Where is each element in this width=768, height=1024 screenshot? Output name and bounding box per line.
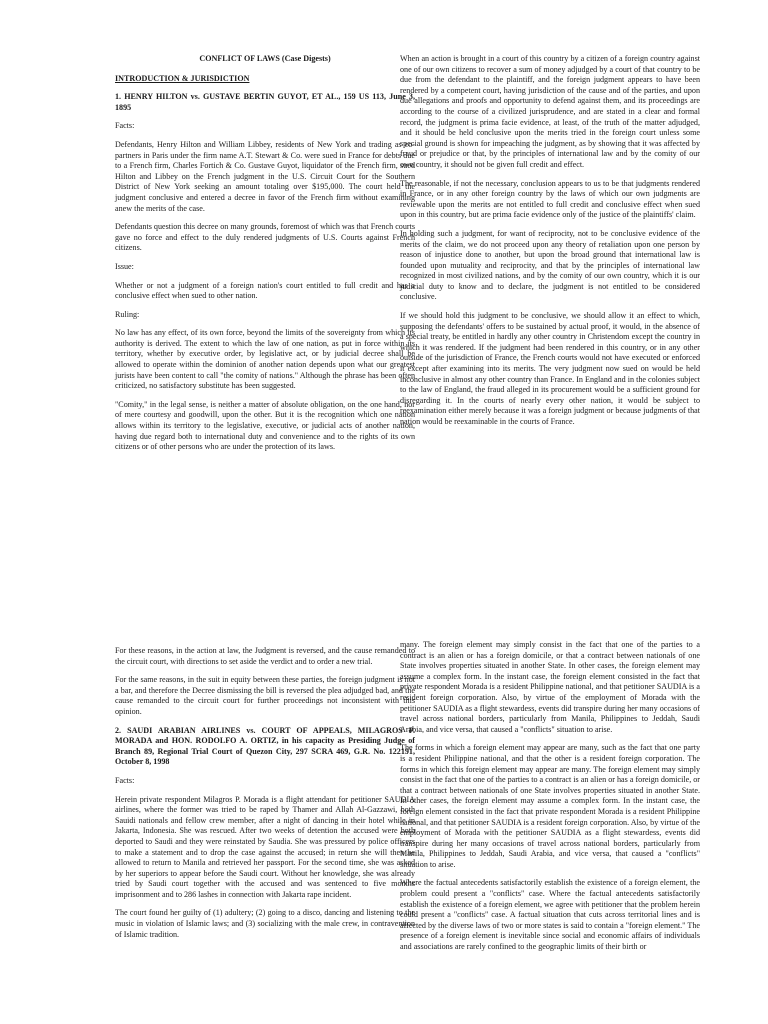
page-2 [0, 632, 768, 1024]
body-paragraph: The forms in which a foreign element may appear are many, such as the fact that one party is a resident Philippine national, and that the other is a resident foreign corporation. The forms in which this foreign element may appear are many. The foreign element may simply consist in the fact that one of the parties to a contract is an alien or has a foreign domicile, or that a contract between nationals of one State involves properties situated in another State. In other cases, the foreign element may assume a complex form. In the instant case, the foreign element consisted in the fact that private respondent Morada is a resident Philippine national, and that petitioner SAUDIA is a resident foreign corporation. Also, by virtue of the employment of Morada with the petitioner SAUDIA as a flight stewardess, events did transpire during her many occasions of travel across national borders, particularly from Manila, Philippines to Jeddah, Saudi Arabia, and vice versa, that caused a "conflicts" situation to arise. [400, 743, 700, 869]
body-paragraph: For these reasons, in the action at law, the Judgment is reversed, and the cause remanded to the circuit court, with directions to set aside the verdict and to order a new trial. [115, 646, 415, 666]
page-1-right-column [400, 54, 700, 436]
page-2-left-column [115, 646, 415, 948]
facts-paragraph: Defendants question this decree on many grounds, foremost of which was that French courts gave no force and effect to the duly rendered judgments of U.S. Courts against French citizens. [115, 222, 415, 253]
page-1-left-column [115, 54, 415, 461]
body-paragraph: When an action is brought in a court of this country by a citizen of a foreign country against one of our own citizens to recover a sum of money adjudged by a court of that country to be due from the defendant to the plaintiff, and the foreign judgment appears to have been rendered by a competent court, having jurisdiction of the cause and of the parties, and upon due allegations and proofs and opportunity to defend against them, and its proceedings are according to the course of a civilized jurisprudence, and are stated in a clear and formal record, the judgment is prima facie evidence, at least, of the truth of the matter adjudged, and it should be held conclusive upon the merits tried in the foreign court unless some special ground is shown for impeaching the judgment, as by showing that it was affected by fraud or prejudice or that, by the principles of international law and by the comity of our own country, it should not be given full credit and effect. [400, 54, 700, 169]
facts-paragraph: The court found her guilty of (1) adultery; (2) going to a disco, dancing and listening to the music in violation of Islamic laws; and (3) socializing with the male crew, in contravention of Islamic tradition. [115, 908, 415, 939]
facts-label: Facts: [115, 775, 135, 785]
body-paragraph: For the same reasons, in the suit in equity between these parties, the foreign judgment is not a bar, and therefore the Decree dismissing the bill is reversed the plea adjudged bad, and the cause remanded to the circuit court for further proceedings not inconsistent with this opinion. [115, 675, 415, 716]
ruling-paragraph: No law has any effect, of its own force, beyond the limits of the sovereignty from which its authority is derived. The extent to which the law of one nation, as put in force within its territory, whether by executive order, by legislative act, or by judicial decree shall be allowed to operate within the dominion of another nation depends upon what our greatest jurists have been content to call "the comity of nations." Although the phrase has been often criticized, no satisfactory substitute has been suggested. [115, 328, 415, 391]
issue-label: Issue: [115, 261, 134, 271]
body-paragraph: Where the factual antecedents satisfactorily establish the existence of a foreign element, the problem could present a "conflicts" case. Where the factual antecedents satisfactorily establish the existence of a foreign element, we agree with petitioner that the problem herein could present a "conflicts" case. A factual situation that cuts across territorial lines and is affected by the diverse laws of two or more states is said to contain a "foreign element." The presence of a foreign element is inevitable since social and economic affairs of individuals and associations are rarely confined to the geographic limits of their birth or [400, 878, 700, 952]
facts-paragraph: Herein private respondent Milagros P. Morada is a flight attendant for petitioner SAUDIA airlines, where the former was tried to be raped by Thamer and Allah Al-Gazzawi, both Sauidi nationals and fellow crew member, after a night of dancing in their hotel while in Jakarta, Indonesia. She was rescued. After two weeks of detention the accused were both deported to Saudi and they were reinstated by Saudia. She was pressured by police officers to make a statement and to drop the case against the accused; in return she will then be allowed to return to Manila and retrieved her passport. For the second time, she was asked by her superiors to appear before the Saudi court. Without her knowledge, she was already tried by Saudi court together with the accused and was sentenced to five months imprisonment and to 286 lashes in connection with Jakarta rape incident. [115, 794, 415, 899]
ruling-paragraph: "Comity," in the legal sense, is neither a matter of absolute obligation, on the one hand, nor of mere courtesy and goodwill, upon the other. But it is the recognition which one nation allows within its territory to the legislative, executive, or judicial acts of another nation, having due regard both to international duty and convenience and to the rights of its own citizens or of other persons who are under the protection of its laws. [115, 399, 415, 452]
case-title-saudia: 2. SAUDI ARABIAN AIRLINES vs. COURT OF APPEALS, MILAGROS P. MORADA and HON. RODOLFO A. ORTIZ, in his capacity as Presiding Judge of Branch 89, Regional Trial Court of Quezon City, 297 SCRA 469, G.R. No. 122191, October 8, 1998 [115, 725, 415, 767]
document-title: CONFLICT OF LAWS (Case Digests) [199, 54, 331, 63]
body-paragraph: In holding such a judgment, for want of reciprocity, not to be conclusive evidence of the merits of the claim, we do not proceed upon any theory of retaliation upon one person by reason of injustice done to another, but upon the broad ground that international law is founded upon mutuality and reciprocity, and that by the principles of international law recognized in most civilized nations, and by the comity of our own country, which it is our judicial duty to know and to declare, the judgment is not entitled to be considered conclusive. [400, 228, 700, 302]
body-paragraph: many. The foreign element may simply consist in the fact that one of the parties to a contract is an alien or has a foreign domicile, or that a contract between nationals of one State involves properties situated in another State. In other cases, the foreign element may assume a complex form. In the instant case, the foreign element consisted in the fact that private respondent Morada is a resident Philippine national, and that petitioner SAUDIA is a resident foreign corporation. Also, by virtue of the employment of Morada with the petitioner SAUDIA as a flight stewardess, events did transpire during her many occasions of travel across national borders, particularly from Manila, Philippines to Jeddah, Saudi Arabia, and vice versa, that caused a "conflicts" situation to arise. [400, 640, 700, 734]
body-paragraph: The reasonable, if not the necessary, conclusion appears to us to be that judgments rendered in France, or in any other foreign country by the laws of which our own judgments are reviewable upon the merits are not entitled to full credit and conclusive effect when sued upon in this country, but are prima facie evidence only of the justice of the plaintiffs' claim. [400, 178, 700, 220]
page-2-right-column [400, 640, 700, 961]
ruling-label: Ruling: [115, 309, 140, 319]
body-paragraph: If we should hold this judgment to be conclusive, we should allow it an effect to which, supposing the defendants' offers to be sustained by actual proof, it would, in the absence of a special treaty, be entitled in hardly any other country in Christendom except the country in which it was rendered. If the judgment had been rendered in this country, or in any other outside of the jurisdiction of France, the French courts would not have executed or enforced it except after examining into its merits. The very judgment now sued on would be held inconclusive in almost any other country than France. In England and in the colonies subject to the law of England, the fraud alleged in its procurement would be a sufficient ground for disregarding it. In the courts of nearly every other nation, it would be subject to reexamination either merely because it was a foreign judgment or because judgments of that nation would be reexaminable in the courts of France. [400, 311, 700, 426]
facts-paragraph: Defendants, Henry Hilton and William Libbey, residents of New York and trading as co-partners in Paris under the firm name A.T. Stewart & Co. were sued in France for debts due to a French firm, Charles Fortich & Co. Gustave Guyot, liquidator of the French firm, sued Hilton and Libbey on the French judgment in the U.S. Circuit Court for the Southern District of New York seeking an amount totaling over $195,000. The court held the judgment conclusive and entered a decree in favor of the French firm without examining anew the merits of the case. [115, 139, 415, 213]
section-heading: INTRODUCTION & JURISDICTION [115, 73, 250, 83]
issue-paragraph: Whether or not a judgment of a foreign nation's court entitled to full credit and has a conclusive effect when sued to other nation. [115, 280, 415, 301]
facts-label: Facts: [115, 121, 135, 131]
case-title-hilton: 1. HENRY HILTON vs. GUSTAVE BERTIN GUYOT, ET AL., 159 US 113, June 3, 1895 [115, 92, 415, 112]
